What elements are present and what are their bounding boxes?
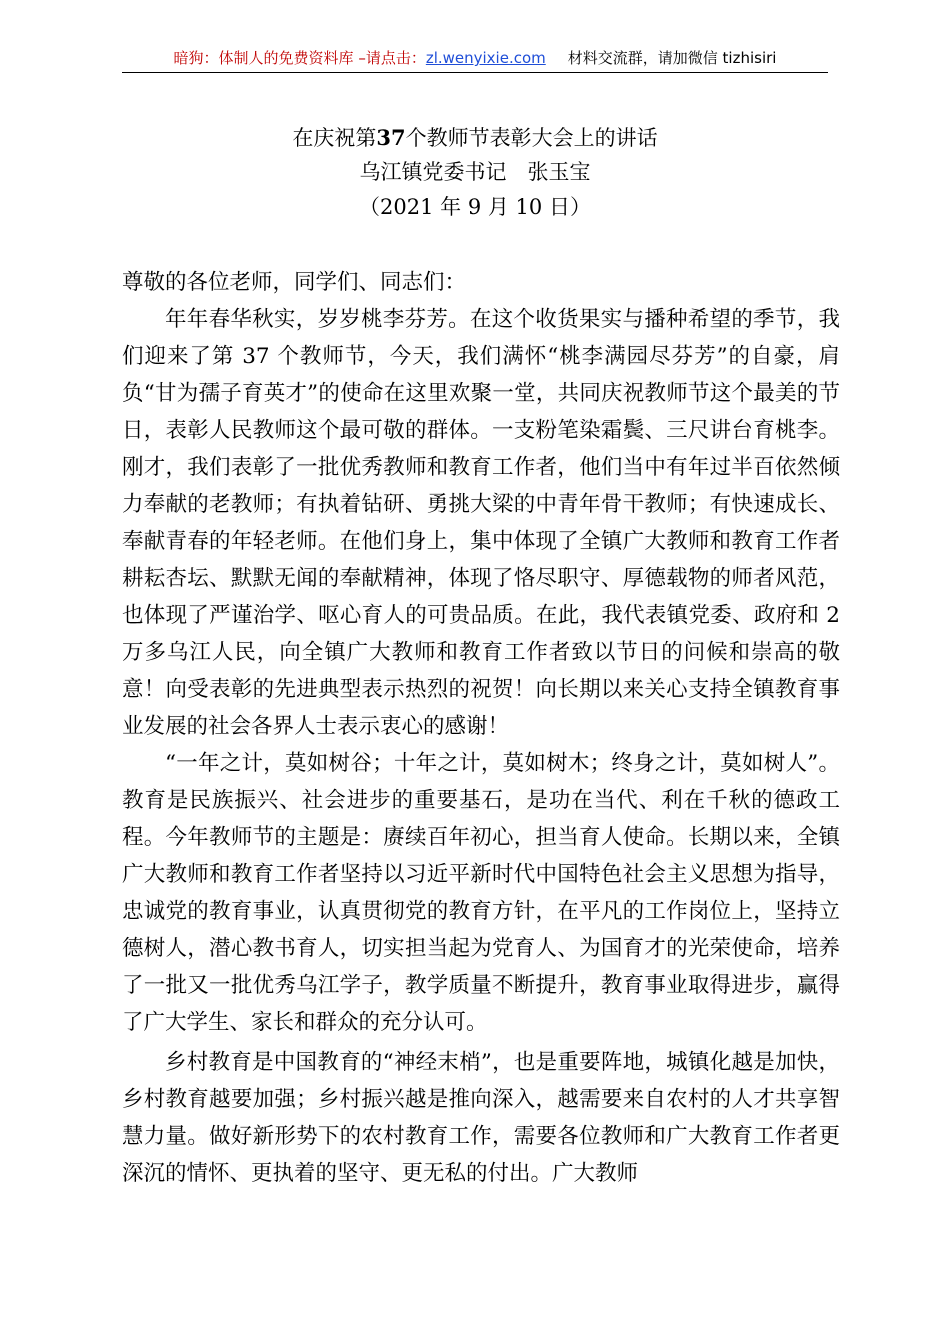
paragraph: “一年之计，莫如树谷；十年之计，莫如树木；终身之计，莫如树人”。教育是民族振兴、社会进步的重要基石，是功在当代、利在千秋的德政工程。今年教师节的主题是：赓续百年初心，担当育人使命。长期以来，全镇广大教师和教育工作者坚持以习近平新时代中国特色社会主义思想为指导，忠诚党的教育事业，认真贯彻党的教育方针，在平凡的工作岗位上，坚持立德树人，潜心教书育人，切实担当起为党育人、为国育才的光荣使命，培养了一批又一批优秀乌江学子，教学质量不断提升，教育事业取得进步，赢得了广大学生、家长和群众的充分认可。 (122, 751, 840, 1035)
document-date: （2021 年 9 月 10 日） (359, 195, 591, 219)
paragraph: 年年春华秋实，岁岁桃李芬芳。在这个收货果实与播种希望的季节，我们迎来了第 37 个教师节，今天，我们满怀“桃李满园尽芬芳”的自豪，肩负“甘为孺子育英才”的使命在这里欢聚一堂，共同庆祝教师节这个最美的节日，表彰人民教师这个最可敬的群体。一支粉笔染霜鬓、三尺讲台育桃李。刚才，我们表彰了一批优秀教师和教育工作者，他们当中有年过半百依然倾力奉献的老教师；有执着钻研、勇挑大梁的中青年骨干教师；有快速成长、奉献青春的年轻老师。在他们身上，集中体现了全镇广大教师和教育工作者耕耘杏坛、默默无闻的奉献精神，体现了恪尽职守、厚德载物的师者风范，也体现了严谨治学、呕心育人的可贵品质。在此，我代表镇党委、政府和 2 万多乌江人民，向全镇广大教师和教育工作者致以节日的问候和崇高的敬意！向受表彰的先进典型表示热烈的祝贺！向长期以来关心支持全镇教育事业发展的社会各界人士表示衷心的感谢！ (122, 307, 840, 739)
document-title: 在庆祝第37个教师节表彰大会上的讲话 (292, 125, 658, 150)
header-brand: 暗狗：体制人的免费资料库 (173, 49, 354, 67)
header-link[interactable]: zl.wenyixie.com (425, 49, 546, 67)
speech-body (122, 264, 840, 1192)
document-author: 乌江镇党委书记 张玉宝 (359, 160, 591, 184)
page-header (122, 46, 828, 73)
title-block (0, 120, 950, 225)
header-contact: 材料交流群，请加微信 tizhisiri (567, 49, 777, 67)
title-number: 37 (376, 125, 406, 150)
header-prompt: –请点击： (353, 49, 426, 67)
salutation: 尊敬的各位老师，同学们、同志们： (122, 270, 467, 295)
paragraph: 乡村教育是中国教育的“神经末梢”，也是重要阵地，城镇化越是加快，乡村教育越要加强；乡村振兴越是推向深入，越需要来自农村的人才共享智慧力量。做好新形势下的农村教育工作，需要各位教师和广大教育工作者更深沉的情怀、更执着的坚守、更无私的付出。广大教师 (122, 1050, 840, 1186)
